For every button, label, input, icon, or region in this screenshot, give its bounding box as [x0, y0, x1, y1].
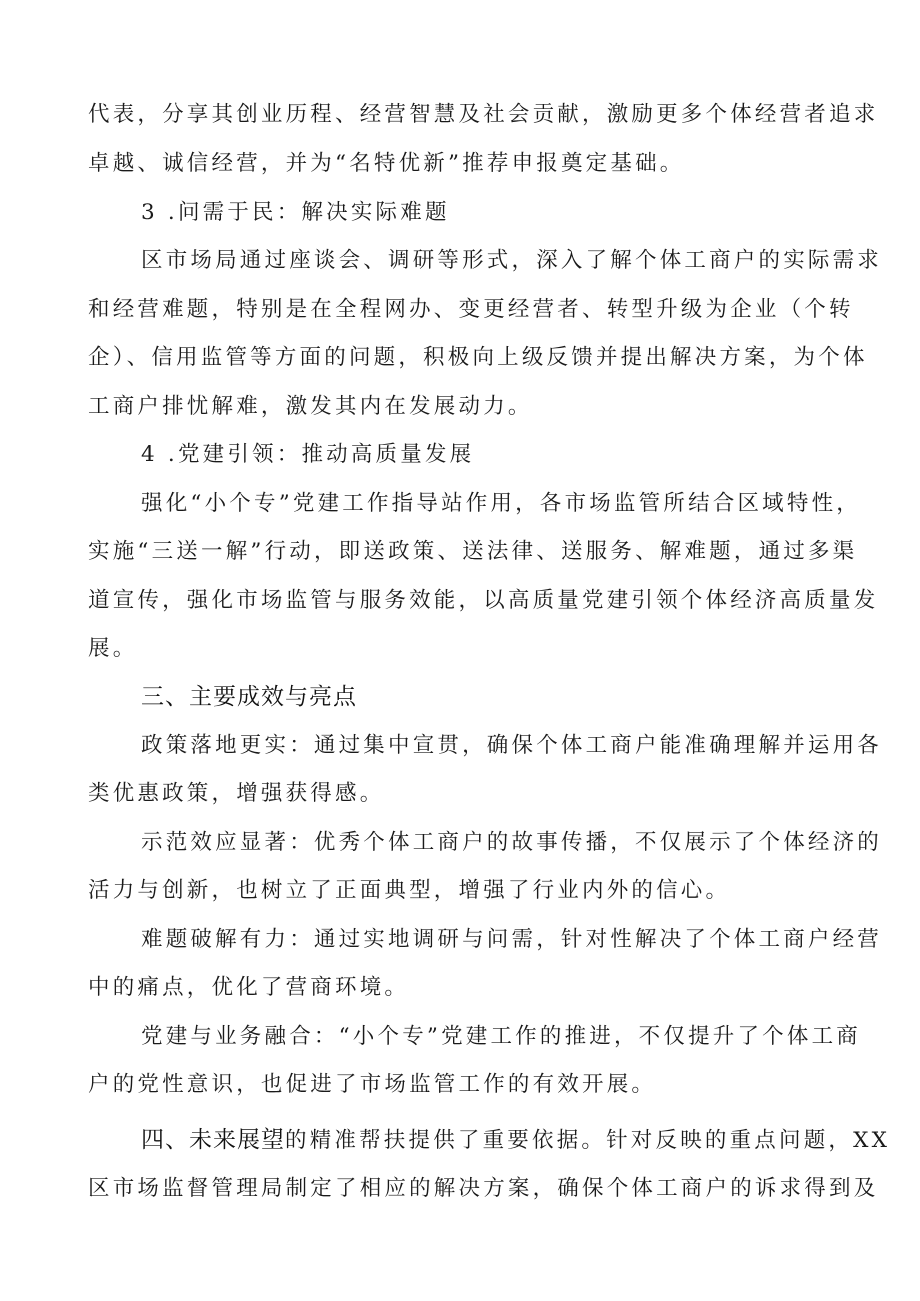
- paragraph-line: 和经营难题，特别是在全程网办、变更经营者、转型升级为企业（个转: [88, 297, 854, 322]
- paragraph-line: 类优惠政策，增强获得感。: [88, 781, 385, 806]
- paragraph-line: 工商户排忧解难，激发其内在发展动力。: [88, 394, 533, 419]
- paragraph-line: 示范效应显著：优秀个体工商户的故事传播，不仅展示了个体经济的: [141, 830, 883, 855]
- section-heading-4-line: [141, 1125, 891, 1156]
- paragraph-line: 党建与业务融合：“小个专”党建工作的推进，不仅提升了个体工商: [141, 1024, 861, 1049]
- paragraph-line: 实施“三送一解”行动，即送政策、送法律、送服务、解难题，通过多渠: [88, 539, 858, 564]
- paragraph-line: 难题破解有力：通过实地调研与问需，针对性解决了个体工商户经营: [141, 927, 883, 952]
- paragraph-line: 区市场监督管理局制定了相应的解决方案，确保个体工商户的诉求得到及: [88, 1176, 879, 1201]
- paragraph-text: 的精准帮扶提供了重要依据。针对反映的重点问题，XX: [285, 1128, 891, 1153]
- paragraph-line: 政策落地更实：通过集中宣贯，确保个体工商户能准确理解并运用各: [141, 733, 883, 758]
- paragraph-line: 强化“小个专”党建工作指导站作用，各市场监管所结合区域特性，: [141, 491, 861, 516]
- paragraph-line: 企）、信用监管等方面的问题，积极向上级反馈并提出解决方案，为个体: [88, 345, 868, 370]
- paragraph-line: 卓越、诚信经营，并为“名特优新”推荐申报奠定基础。: [88, 151, 685, 176]
- paragraph-line: 道宣传，强化市场监管与服务效能，以高质量党建引领个体经济高质量发: [88, 588, 879, 613]
- subsection-title-3: 3 .问需于民：解决实际难题: [141, 200, 450, 225]
- paragraph-line: 展。: [88, 636, 138, 661]
- paragraph-line: 中的痛点，优化了营商环境。: [88, 975, 410, 1000]
- subsection-title-4: 4 .党建引领：推动高质量发展: [141, 442, 475, 467]
- paragraph-line: 活力与创新，也树立了正面典型，增强了行业内外的信心。: [88, 878, 731, 903]
- paragraph-line: 户的党性意识，也促进了市场监管工作的有效开展。: [88, 1072, 657, 1097]
- section-heading-4: 四、未来展望: [141, 1127, 285, 1153]
- section-heading-3: 三、主要成效与亮点: [141, 684, 357, 710]
- paragraph-line: 区市场局通过座谈会、调研等形式，深入了解个体工商户的实际需求: [141, 248, 883, 273]
- paragraph-line: 代表，分享其创业历程、经营智慧及社会贡献，激励更多个体经营者追求: [88, 102, 879, 127]
